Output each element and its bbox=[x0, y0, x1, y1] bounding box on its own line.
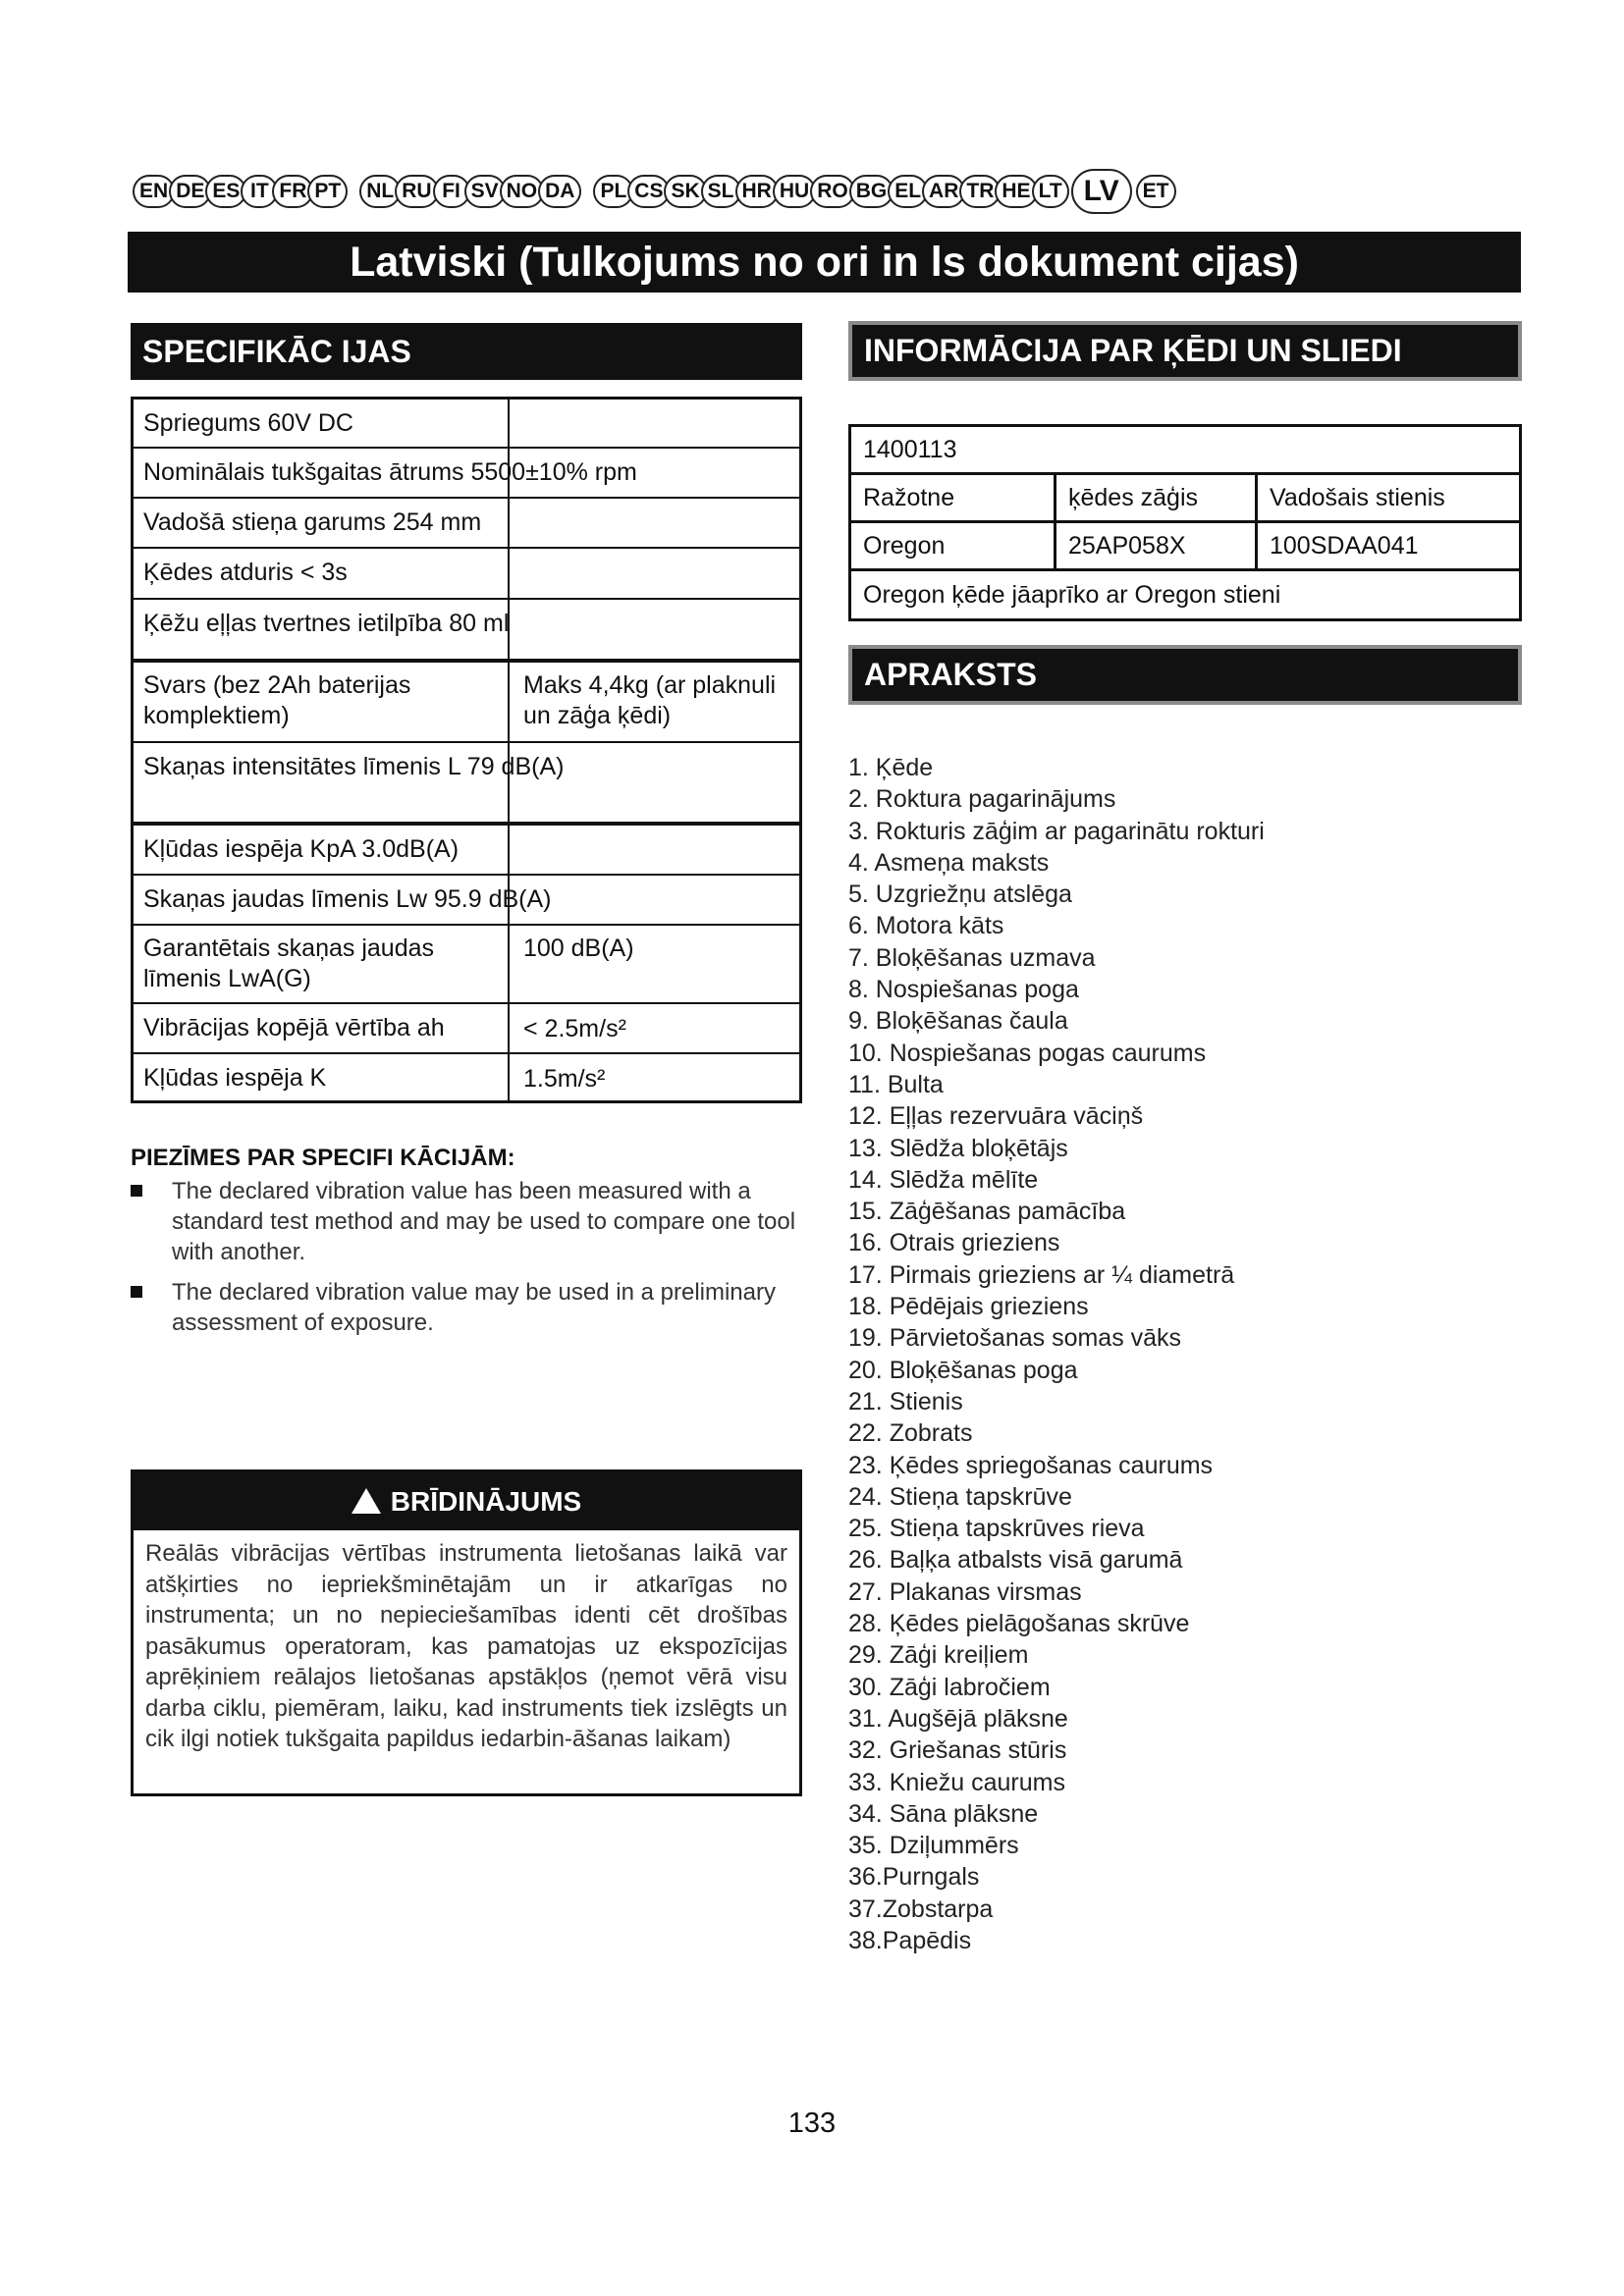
list-item: 9. Bloķēšanas čaula bbox=[848, 1007, 1068, 1036]
chain-info-heading: INFORMĀCIJA PAR ĶĒDI UN SLIEDI bbox=[848, 321, 1522, 381]
list-item: 33. Kniežu caurums bbox=[848, 1768, 1065, 1796]
language-tab-bar bbox=[133, 169, 1511, 214]
lang-tab-hr[interactable]: HR bbox=[735, 175, 779, 208]
list-item: 2. Roktura pagarinājums bbox=[848, 785, 1116, 814]
list-item: 12. Eļļas rezervuāra vāciņš bbox=[848, 1102, 1144, 1131]
warning-box bbox=[131, 1469, 802, 1796]
lang-tab-tr[interactable]: TR bbox=[959, 175, 1001, 208]
table-row bbox=[134, 600, 799, 663]
list-item: 5. Uzgriežņu atslēga bbox=[848, 881, 1072, 909]
list-item: 8. Nospiešanas poga bbox=[848, 976, 1079, 1004]
lang-tab-en[interactable]: EN bbox=[133, 175, 175, 208]
square-bullet-icon bbox=[131, 1185, 142, 1197]
lang-tab-it[interactable]: IT bbox=[241, 175, 278, 208]
spec-value: < 2.5m/s² bbox=[508, 1004, 799, 1052]
table-row bbox=[134, 449, 799, 499]
table-row bbox=[851, 571, 1519, 618]
square-bullet-icon bbox=[131, 1286, 142, 1298]
table-cell: Oregon bbox=[863, 531, 946, 560]
lang-tab-ar[interactable]: AR bbox=[922, 175, 965, 208]
chain-note: Oregon ķēde jāaprīko ar Oregon stieni bbox=[863, 580, 1281, 609]
list-item: 27. Plakanas virsmas bbox=[848, 1577, 1082, 1606]
list-item: 37.Zobstarpa bbox=[848, 1895, 994, 1923]
spec-label: Kļūdas iespēja KpA 3.0dB(A) bbox=[143, 835, 460, 863]
table-row bbox=[851, 427, 1519, 475]
spec-value: 1.5m/s² bbox=[508, 1054, 799, 1100]
lang-tab-pt[interactable]: PT bbox=[307, 175, 348, 208]
lang-tab-sl[interactable]: SL bbox=[701, 175, 741, 208]
list-item: 16. Otrais grieziens bbox=[848, 1229, 1060, 1257]
page-title: Latviski (Tulkojums no ori in ls dokument cijas) bbox=[128, 232, 1521, 293]
list-item: 3. Rokturis zāģim ar pagarinātu rokturi bbox=[848, 817, 1265, 845]
column-header: ķēdes zāģis bbox=[1054, 475, 1255, 520]
lang-tab-ru[interactable]: RU bbox=[395, 175, 438, 208]
table-row bbox=[134, 400, 799, 449]
list-item: 22. Zobrats bbox=[848, 1419, 973, 1448]
list-item: 38.Papēdis bbox=[848, 1926, 972, 1954]
list-item: 1. Ķēde bbox=[848, 754, 934, 781]
lang-tab-sk[interactable]: SK bbox=[664, 175, 706, 208]
list-item bbox=[131, 1277, 802, 1338]
lang-tab-el[interactable]: EL bbox=[888, 175, 928, 208]
lang-tab-hu[interactable]: HU bbox=[773, 175, 816, 208]
list-item: 6. Motora kāts bbox=[848, 912, 1004, 940]
list-item: 18. Pēdējais grieziens bbox=[848, 1293, 1089, 1321]
spec-label: Ķēžu eļļas tvertnes ietilpība 80 ml bbox=[143, 610, 510, 637]
spec-label: Skaņas intensitātes līmenis L 79 dB(A) bbox=[143, 753, 565, 780]
spec-label: Kļūdas iespēja K bbox=[143, 1064, 327, 1092]
spec-label: Vibrācijas kopējā vērtība ah bbox=[143, 1014, 445, 1041]
spec-value bbox=[508, 549, 799, 598]
lang-tab-he[interactable]: HE bbox=[995, 175, 1037, 208]
list-item bbox=[131, 1176, 802, 1267]
page-number: 133 bbox=[787, 2108, 837, 2139]
list-item: 14. Slēdža mēlīte bbox=[848, 1165, 1039, 1194]
spec-value bbox=[508, 826, 799, 874]
lang-tab-no[interactable]: NO bbox=[500, 175, 545, 208]
lang-tab-fi[interactable]: FI bbox=[433, 175, 470, 208]
notes-heading: PIEZĪMES PAR SPECIFI KĀCIJĀM: bbox=[131, 1145, 515, 1171]
list-item: 20. Bloķēšanas poga bbox=[848, 1356, 1078, 1384]
spec-value bbox=[508, 400, 799, 447]
table-row bbox=[134, 1054, 799, 1100]
table-row bbox=[134, 876, 799, 926]
note-text: The declared vibration value has been measured with a standard test method and may be used to compare one tool with another. bbox=[172, 1178, 796, 1265]
spec-label: Nominālais tukšgaitas ātrums 5500±10% rpm bbox=[143, 458, 637, 486]
spec-heading: SPECIFIKĀC IJAS bbox=[131, 323, 802, 380]
list-item: 35. Dziļummērs bbox=[848, 1832, 1019, 1860]
column-header: Ražotne bbox=[863, 483, 955, 511]
lang-tab-lv-active[interactable]: LV bbox=[1071, 169, 1132, 214]
spec-label: Skaņas jaudas līmenis Lw 95.9 dB(A) bbox=[143, 885, 552, 913]
chain-info-table bbox=[848, 424, 1522, 621]
spec-label: Ķēdes atduris < 3s bbox=[143, 559, 348, 586]
table-row bbox=[851, 523, 1519, 571]
list-item: 36.Purngals bbox=[848, 1863, 980, 1892]
list-item: 21. Stienis bbox=[848, 1387, 963, 1415]
list-item: 24. Stieņa tapskrūve bbox=[848, 1482, 1072, 1511]
list-item: 26. Baļķa atbalsts visā garumā bbox=[848, 1546, 1183, 1575]
list-item: 23. Ķēdes spriegošanas caurums bbox=[848, 1451, 1214, 1479]
parts-list bbox=[848, 752, 1265, 1956]
list-item: 7. Bloķēšanas uzmava bbox=[848, 943, 1096, 972]
warning-text: Reālās vibrācijas vērtības instrumenta lietošanas laikā var atšķirties no iepriekšminētajām un ir atkarīgas no instrumenta; un no nepieciešamības identi cēt drošības pasākumus operatoram, kas pamatojas uz ekspozīcijas aprēķiniem reālajos lietošanas apstākļos (ņemot vērā visu darba ciklu, piemēram, laiku, kad instruments tiek izslēgts un cik ilgi notiek tukšgaita papildus iedarbin-āšanas laikam) bbox=[145, 1540, 787, 1752]
spec-value bbox=[508, 876, 799, 924]
table-row bbox=[134, 1004, 799, 1054]
warning-heading: BRĪDINĀJUMS bbox=[390, 1485, 582, 1517]
table-row bbox=[134, 743, 799, 826]
spec-value: Maks 4,4kg (ar plaknuli un zāģa ķēdi) bbox=[508, 663, 799, 741]
lang-tab-et[interactable]: ET bbox=[1136, 175, 1176, 208]
spec-label: Svars (bez 2Ah baterijas komplektiem) bbox=[143, 671, 411, 729]
table-row bbox=[851, 475, 1519, 523]
spec-value: 100 dB(A) bbox=[508, 926, 799, 1002]
lang-tab-ro[interactable]: RO bbox=[810, 175, 855, 208]
note-text: The declared vibration value may be used in a preliminary assessment of exposure. bbox=[172, 1279, 776, 1336]
table-cell: 100SDAA041 bbox=[1255, 523, 1519, 568]
list-item: 13. Slēdža bloķētājs bbox=[848, 1134, 1068, 1162]
table-row bbox=[134, 926, 799, 1004]
lang-tab-cs[interactable]: CS bbox=[627, 175, 670, 208]
lang-tab-sv[interactable]: SV bbox=[464, 175, 506, 208]
list-item: 11. Bulta bbox=[848, 1070, 944, 1098]
table-row bbox=[134, 663, 799, 743]
description-heading: APRAKSTS bbox=[848, 645, 1522, 705]
lang-tab-de[interactable]: DE bbox=[169, 175, 211, 208]
spec-label: Vadošā stieņa garums 254 mm bbox=[143, 508, 482, 536]
table-row bbox=[134, 826, 799, 876]
table-row bbox=[134, 499, 799, 549]
list-item: 34. Sāna plāksne bbox=[848, 1799, 1039, 1828]
spec-table bbox=[131, 397, 802, 1103]
list-item: 28. Ķēdes pielāgošanas skrūve bbox=[848, 1610, 1190, 1638]
lang-tab-da[interactable]: DA bbox=[538, 175, 581, 208]
warning-header bbox=[134, 1472, 799, 1530]
table-cell: 25AP058X bbox=[1054, 523, 1255, 568]
warning-triangle-icon bbox=[352, 1488, 381, 1514]
lang-tab-nl[interactable]: NL bbox=[359, 175, 401, 208]
list-item: 15. Zāģēšanas pamācība bbox=[848, 1198, 1126, 1226]
lang-tab-es[interactable]: ES bbox=[205, 175, 246, 208]
list-item: 30. Zāģi labročiem bbox=[848, 1673, 1051, 1701]
lang-tab-fr[interactable]: FR bbox=[272, 175, 313, 208]
lang-tab-bg[interactable]: BG bbox=[849, 175, 894, 208]
spec-label: Spriegums 60V DC bbox=[143, 409, 353, 437]
list-item: 29. Zāģi kreiļiem bbox=[848, 1641, 1029, 1670]
spec-value bbox=[508, 499, 799, 547]
spec-value bbox=[508, 600, 799, 659]
lang-tab-lt[interactable]: LT bbox=[1032, 175, 1069, 208]
column-header: Vadošais stienis bbox=[1255, 475, 1519, 520]
chain-code: 1400113 bbox=[863, 435, 957, 463]
spec-label: Garantētais skaņas jaudas līmenis LwA(G) bbox=[143, 934, 435, 992]
list-item: 19. Pārvietošanas somas vāks bbox=[848, 1324, 1182, 1353]
list-item: 32. Griešanas stūris bbox=[848, 1736, 1067, 1765]
list-item: 17. Pirmais grieziens ar ¼ diametrā bbox=[848, 1260, 1235, 1289]
lang-tab-pl[interactable]: PL bbox=[593, 175, 633, 208]
list-item: 4. Asmeņa maksts bbox=[848, 848, 1050, 877]
notes-list bbox=[131, 1176, 802, 1348]
list-item: 25. Stieņa tapskrūves rieva bbox=[848, 1515, 1145, 1543]
table-row bbox=[134, 549, 799, 600]
list-item: 10. Nospiešanas pogas caurums bbox=[848, 1039, 1207, 1067]
list-item: 31. Augšējā plāksne bbox=[848, 1704, 1068, 1733]
